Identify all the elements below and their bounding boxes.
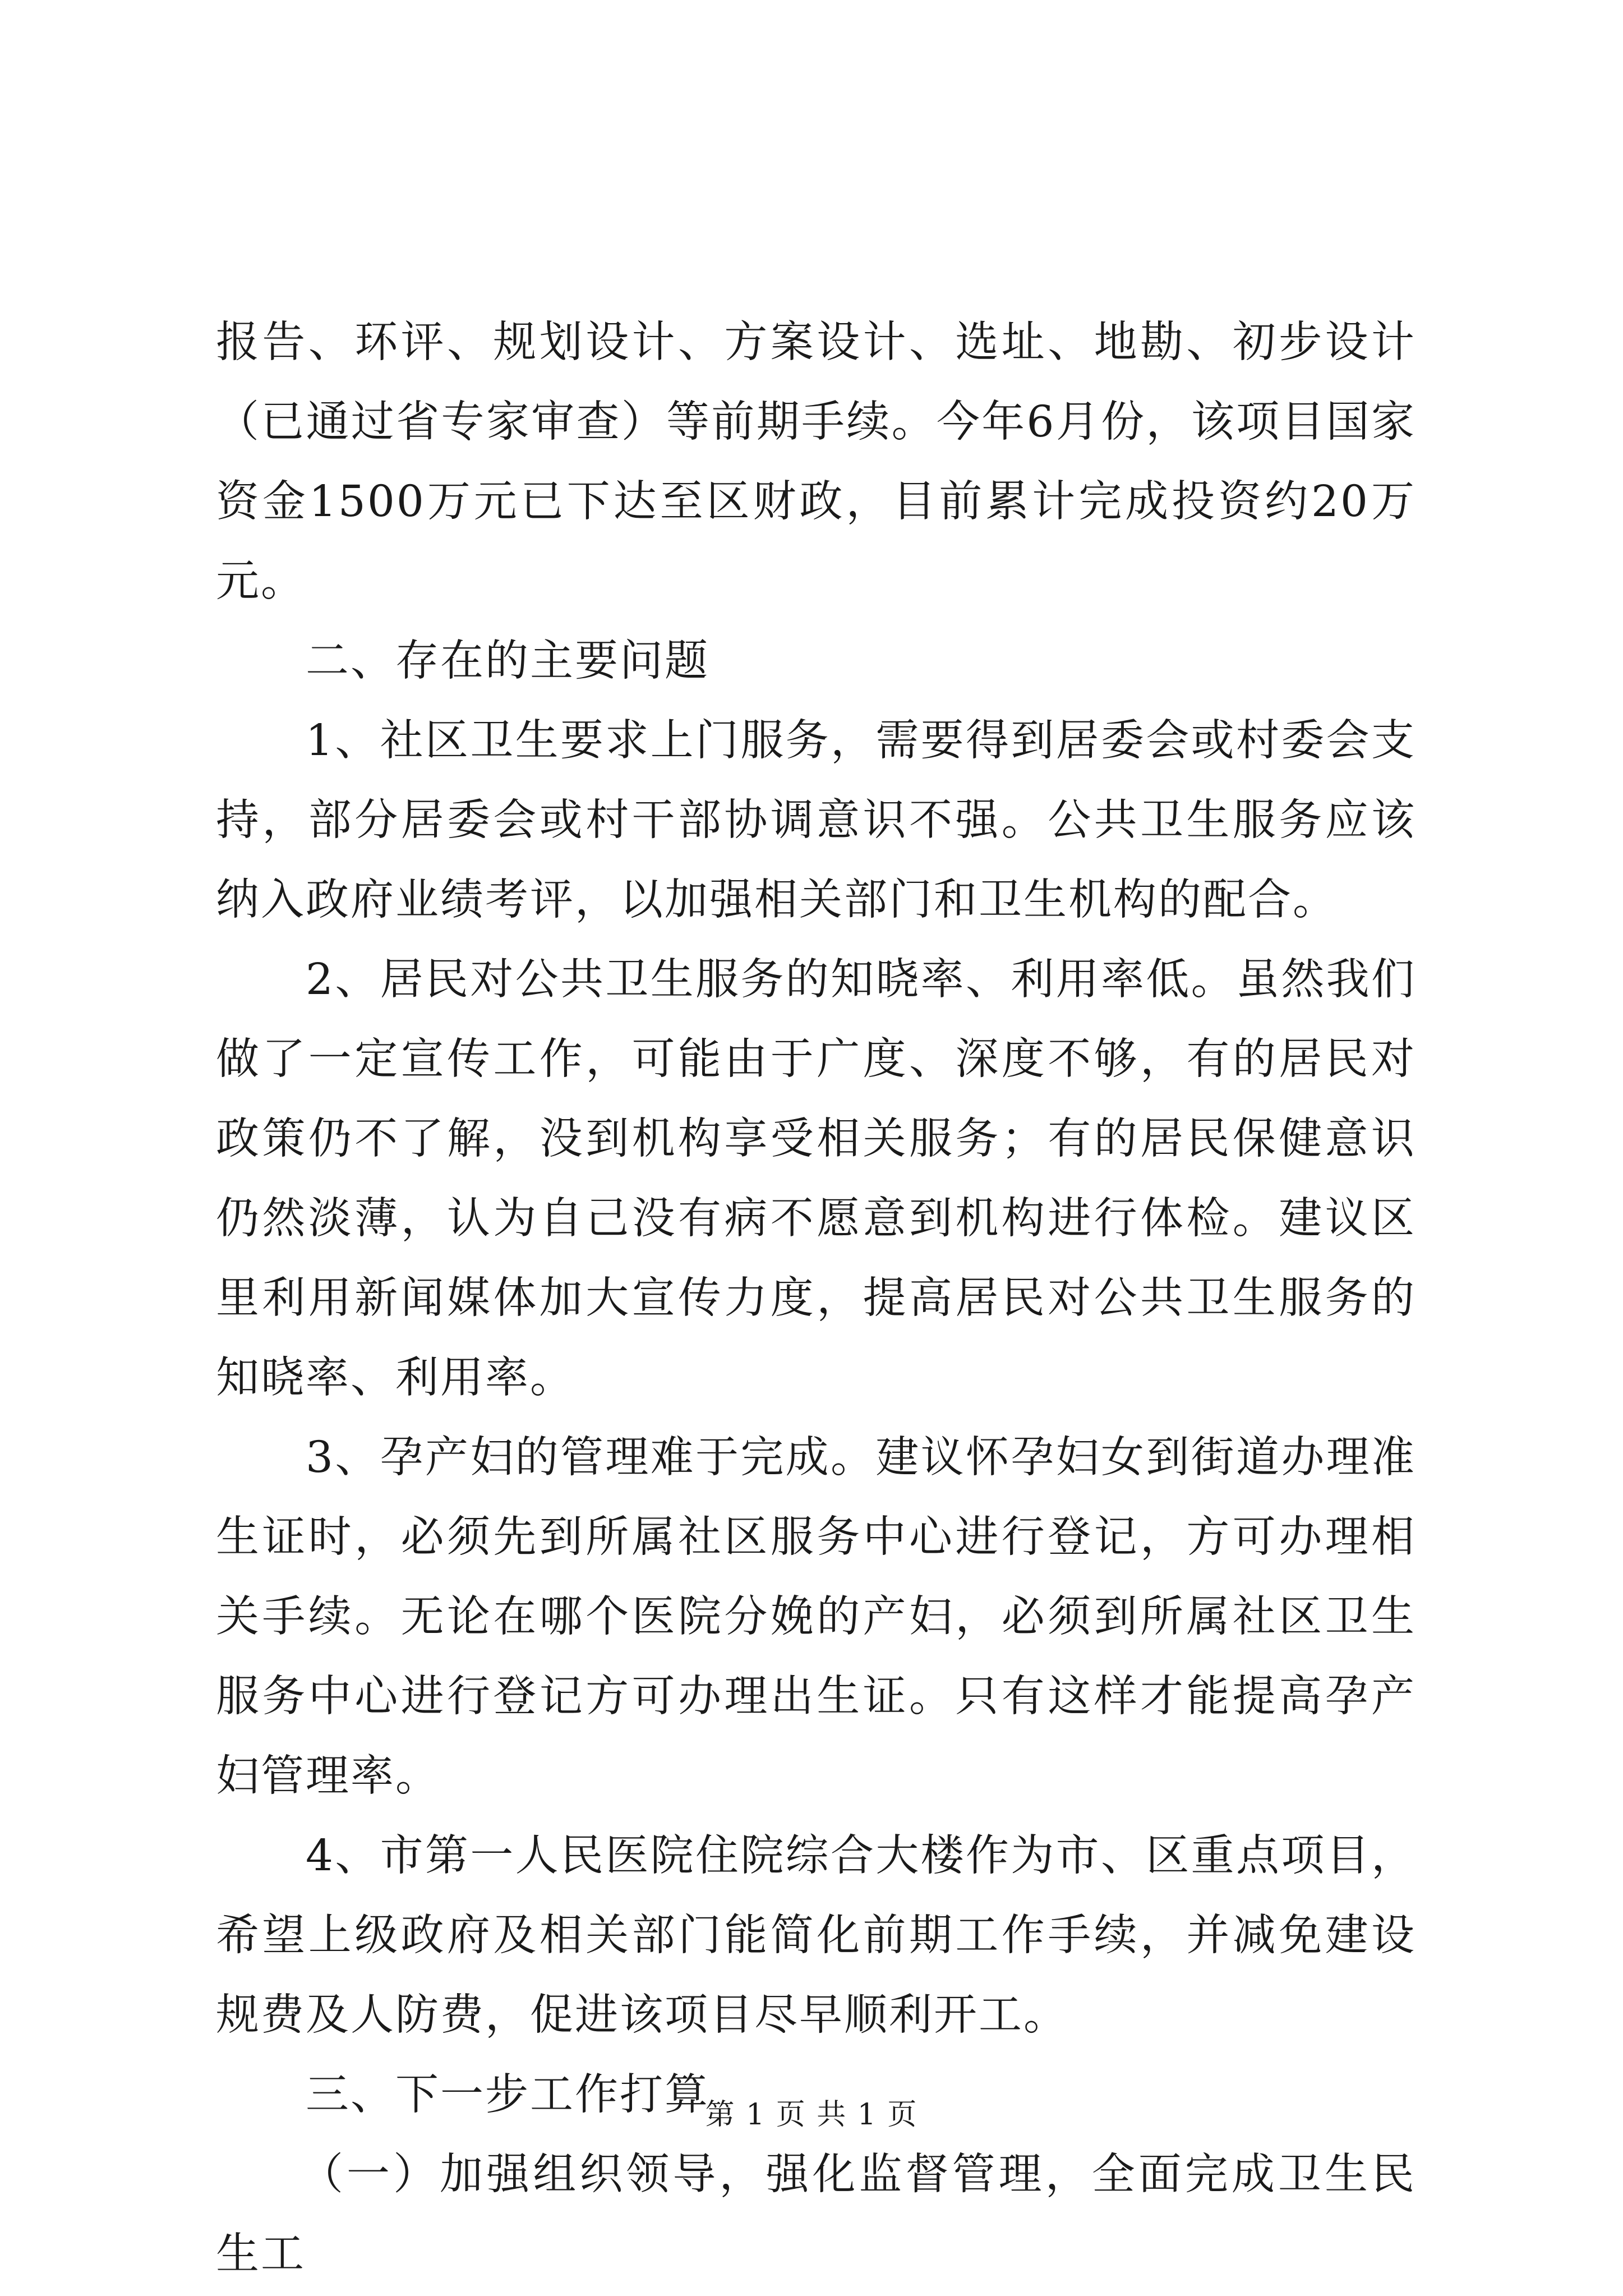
paragraph-continuation: 报告、环评、规划设计、方案设计、选址、地勘、初步设计（已通过省专家审查）等前期手续。今年6月份，该项目国家资金1500万元已下达至区财政，目前累计完成投资约20万元。 (216, 318, 1416, 606)
paragraph-problem-3: 3、孕产妇的管理难于完成。建议怀孕妇女到街道办理准生证时，必须先到所属社区服务中心进行登记，方可办理相关手续。无论在哪个医院分娩的产妇，必须到所属社区卫生服务中心进行登记方可办理出生证。只有这样才能提高孕产妇管理率。 (216, 1433, 1416, 1801)
paragraph-problem-1: 1、社区卫生要求上门服务，需要得到居委会或村委会支持，部分居委会或村干部协调意识不强。公共卫生服务应该纳入政府业绩考评，以加强相关部门和卫生机构的配合。 (216, 716, 1416, 925)
page-footer: 第 1 页 共 1 页 (705, 2098, 918, 2132)
document-body (216, 303, 1416, 2294)
section-heading-problems: 二、存在的主要问题 (306, 636, 709, 686)
section-heading-next-steps: 三、下一步工作打算 (306, 2070, 709, 2120)
paragraph-next-step-1: （一）加强组织领导，强化监督管理，全面完成卫生民生工 (216, 2150, 1416, 2279)
paragraph-problem-2: 2、居民对公共卫生服务的知晓率、利用率低。虽然我们做了一定宣传工作，可能由于广度、深度不够，有的居民对政策仍不了解，没到机构享受相关服务；有的居民保健意识仍然淡薄，认为自己没有病不愿意到机构进行体检。建议区里利用新闻媒体加大宣传力度，提高居民对公共卫生服务的知晓率、利用率。 (216, 955, 1416, 1403)
paragraph-problem-4: 4、市第一人民医院住院综合大楼作为市、区重点项目，希望上级政府及相关部门能简化前期工作手续，并减免建设规费及人防费，促进该项目尽早顺利开工。 (216, 1831, 1416, 2040)
